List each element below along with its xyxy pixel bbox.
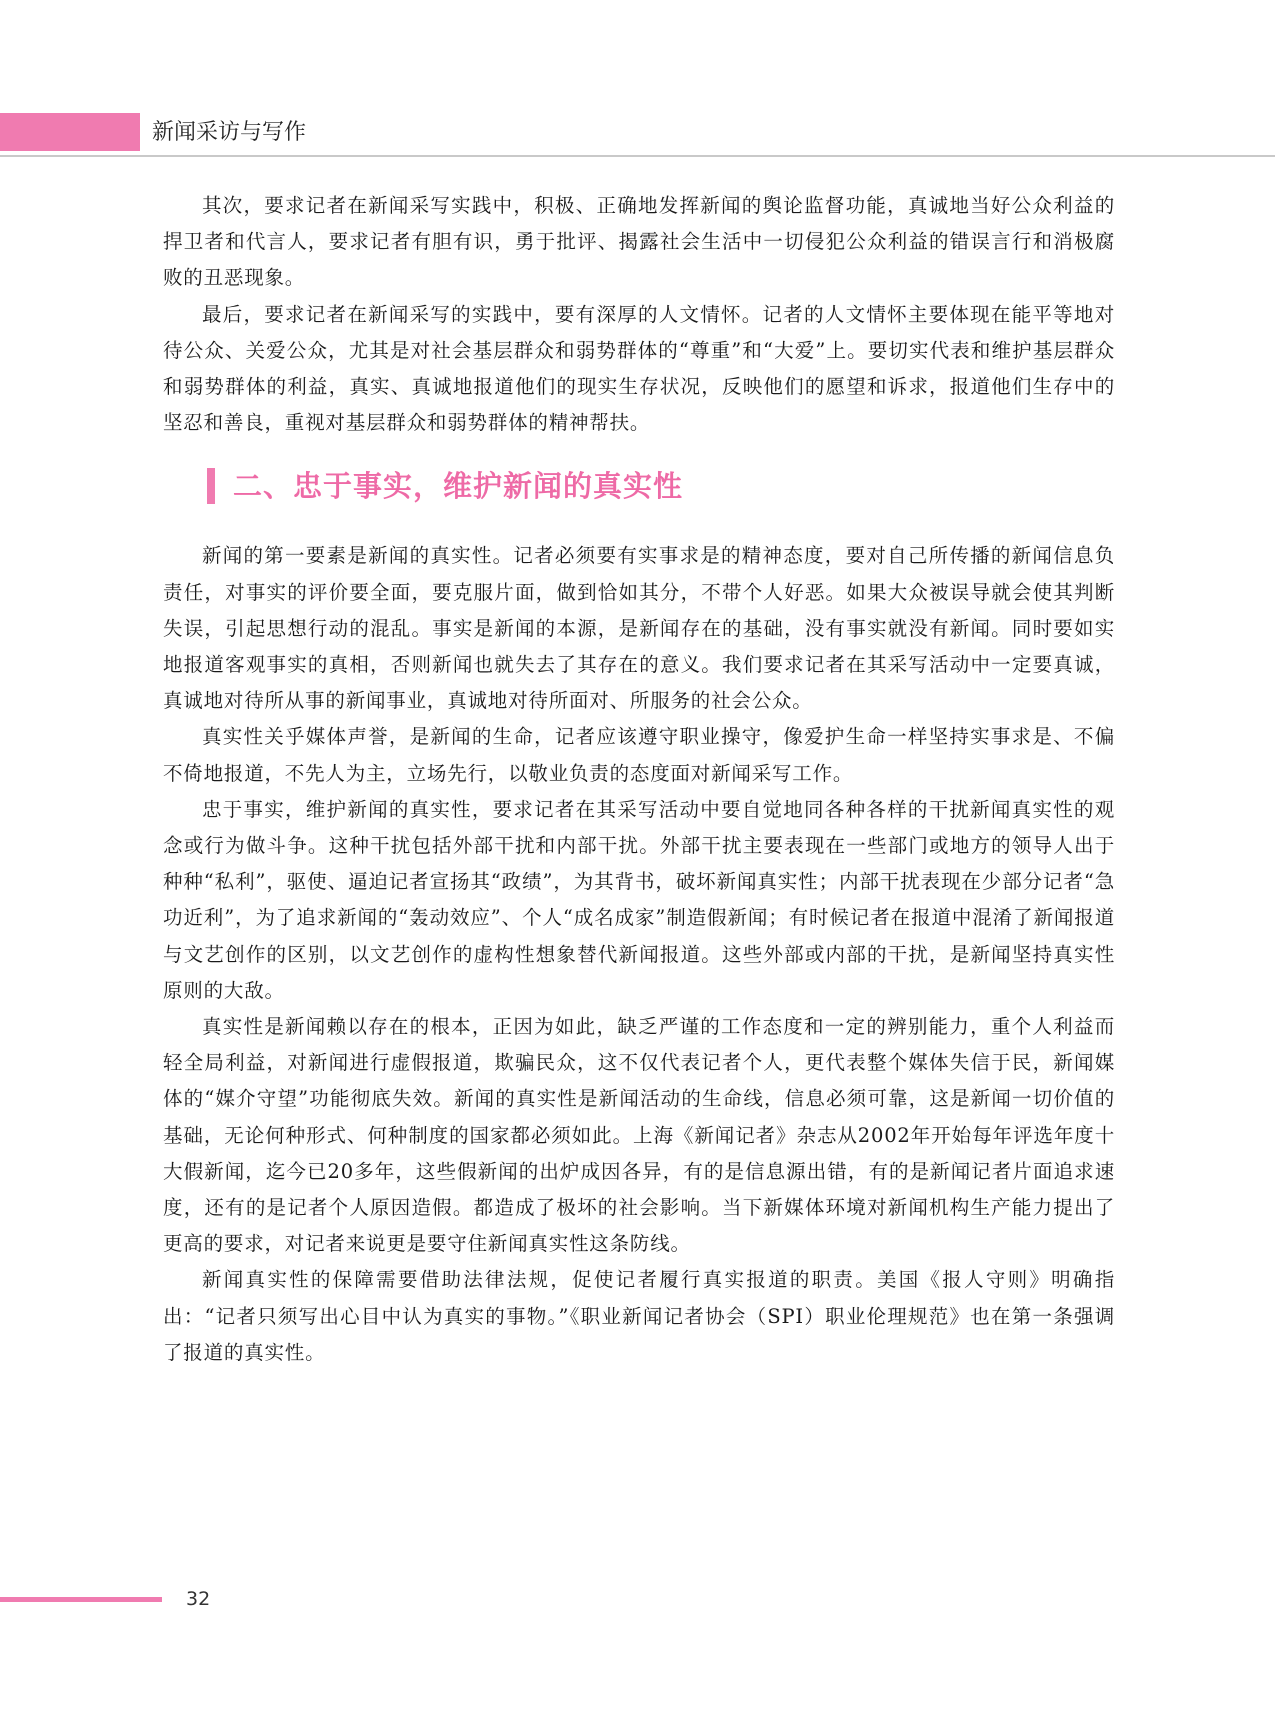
page-number: 32: [186, 1588, 211, 1610]
body-paragraph: 真实性关乎媒体声誉，是新闻的生命，记者应该遵守职业操守，像爱护生命一样坚持实事求是、不偏不倚地报道，不先人为主，立场先行，以敬业负责的态度面对新闻采写工作。: [163, 725, 1115, 785]
body-paragraph: 真实性是新闻赖以存在的根本，正因为如此，缺乏严谨的工作态度和一定的辨别能力，重个人利益而轻全局利益，对新闻进行虚假报道，欺骗民众，这不仅代表记者个人，更代表整个媒体失信于民，新闻媒体的“媒介守望”功能彻底失效。新闻的真实性是新闻活动的生命线，信息必须可靠，这是新闻一切价值的基础，无论何种形式、何种制度的国家都必须如此。上海《新闻记者》杂志从2002年开始每年评选年度十大假新闻，迄今已20多年，这些假新闻的出炉成因各异，有的是信息源出错，有的是新闻记者片面追求速度，还有的是记者个人原因造假。都造成了极坏的社会影响。当下新媒体环境对新闻机构生产能力提出了更高的要求，对记者来说更是要守住新闻真实性这条防线。: [163, 1015, 1115, 1256]
page-body: [163, 188, 1115, 1371]
footer-color-rule: [0, 1597, 162, 1602]
running-header-title: 新闻采访与写作: [152, 120, 307, 145]
body-paragraph: 其次，要求记者在新闻采写实践中，积极、正确地发挥新闻的舆论监督功能，真诚地当好公众利益的捍卫者和代言人，要求记者有胆有识，勇于批评、揭露社会生活中一切侵犯公众利益的错误言行和消极腐败的丑恶现象。: [163, 194, 1115, 290]
body-paragraph: 最后，要求记者在新闻采写的实践中，要有深厚的人文情怀。记者的人文情怀主要体现在能平等地对待公众、关爱公众，尤其是对社会基层群众和弱势群体的“尊重”和“大爱”上。要切实代表和维护基层群众和弱势群体的利益，真实、真诚地报道他们的现实生存状况，反映他们的愿望和诉求，报道他们生存中的坚忍和善良，重视对基层群众和弱势群体的精神帮扶。: [163, 302, 1115, 435]
section-heading: [207, 466, 1115, 506]
header-divider: [0, 155, 1275, 157]
section-heading-bar: [207, 468, 215, 504]
header-color-band: [0, 113, 140, 151]
body-paragraph: 新闻真实性的保障需要借助法律法规，促使记者履行真实报道的职责。美国《报人守则》明确指出：“记者只须写出心目中认为真实的事物。”《职业新闻记者协会（SPI）职业伦理规范》也在第一条强调了报道的真实性。: [163, 1268, 1115, 1364]
body-paragraph: 新闻的第一要素是新闻的真实性。记者必须要有实事求是的精神态度，要对自己所传播的新闻信息负责任，对事实的评价要全面，要克服片面，做到恰如其分，不带个人好恶。如果大众被误导就会使其判断失误，引起思想行动的混乱。事实是新闻的本源，是新闻存在的基础，没有事实就没有新闻。同时要如实地报道客观事实的真相，否则新闻也就失去了其存在的意义。我们要求记者在其采写活动中一定要真诚，真诚地对待所从事的新闻事业，真诚地对待所面对、所服务的社会公众。: [163, 544, 1115, 713]
section-heading-title: 二、忠于事实，维护新闻的真实性: [233, 469, 684, 504]
body-paragraph: 忠于事实，维护新闻的真实性，要求记者在其采写活动中要自觉地同各种各样的干扰新闻真实性的观念或行为做斗争。这种干扰包括外部干扰和内部干扰。外部干扰主要表现在一些部门或地方的领导人出于种种“私利”，驱使、逼迫记者宣扬其“政绩”，为其背书，破坏新闻真实性；内部干扰表现在少部分记者“急功近利”，为了追求新闻的“轰动效应”、个人“成名成家”制造假新闻；有时候记者在报道中混淆了新闻报道与文艺创作的区别，以文艺创作的虚构性想象替代新闻报道。这些外部或内部的干扰，是新闻坚持真实性原则的大敌。: [163, 797, 1115, 1002]
